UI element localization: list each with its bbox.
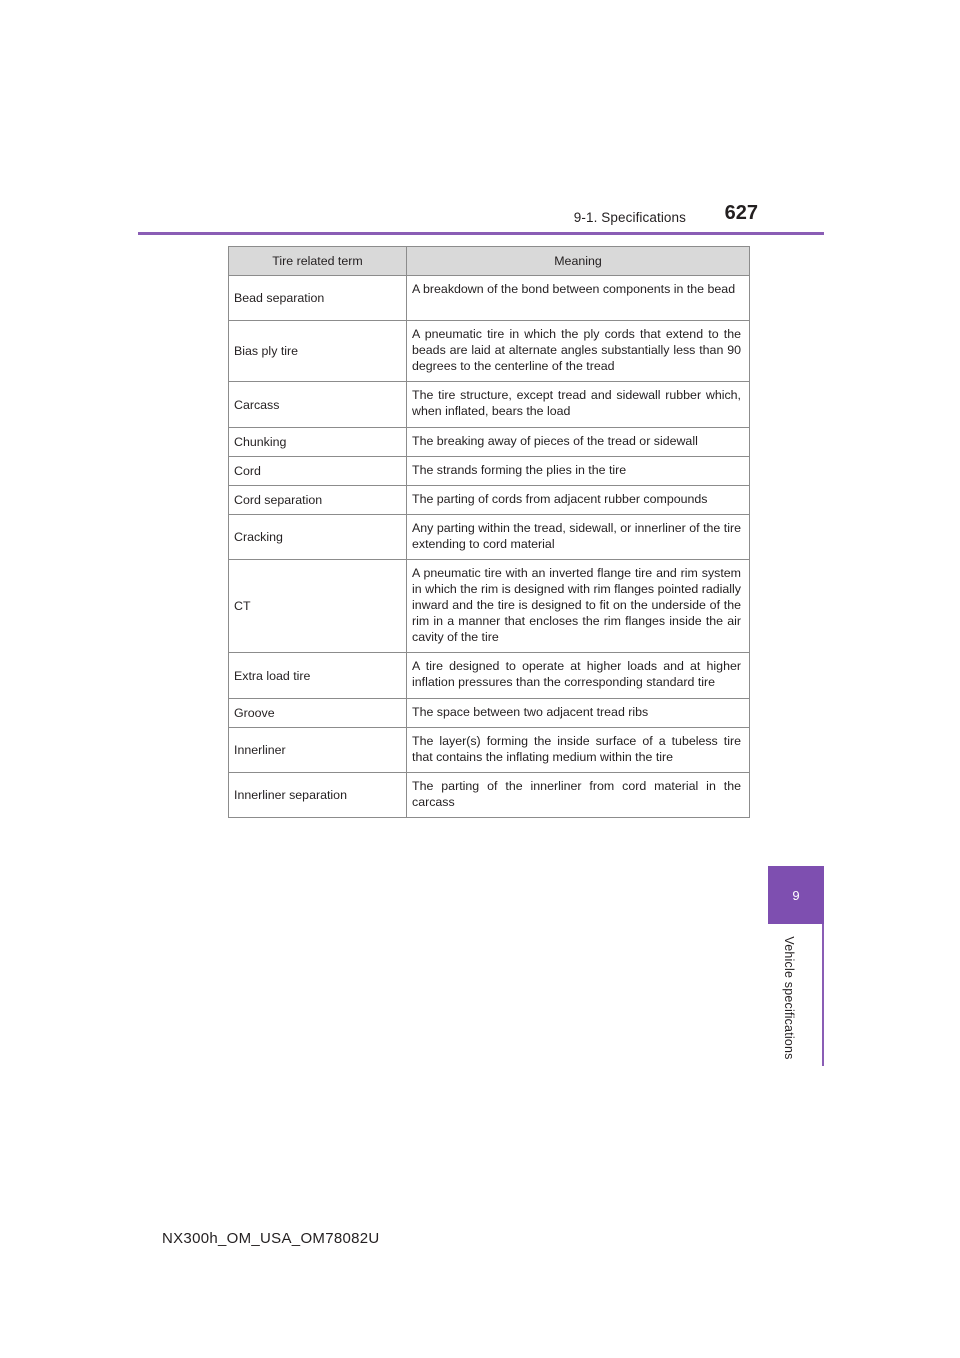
table-row — [229, 699, 750, 728]
meaning-cell: The space between two adjacent tread ribs — [407, 699, 750, 728]
section-title: 9-1. Specifications — [573, 210, 686, 225]
term-cell: Cord — [229, 457, 407, 486]
table-header-row — [229, 247, 750, 276]
table-row — [229, 653, 750, 699]
meaning-cell: The strands forming the plies in the tire — [407, 457, 750, 486]
column-header-term: Tire related term — [229, 247, 407, 276]
table-row — [229, 560, 750, 653]
table-row — [229, 515, 750, 560]
table-row — [229, 486, 750, 515]
meaning-cell: The parting of cords from adjacent rubber compounds — [407, 486, 750, 515]
chapter-side-rule — [822, 924, 824, 1066]
chapter-number: 9 — [792, 887, 800, 903]
chapter-title: Vehicle specifications — [782, 936, 796, 1060]
meaning-cell: Any parting within the tread, sidewall, or innerliner of the tire extending to cord material — [407, 515, 750, 560]
meaning-cell: The parting of the innerliner from cord material in the carcass — [407, 773, 750, 818]
term-cell: Groove — [229, 699, 407, 728]
page-header — [138, 200, 824, 236]
term-cell: Innerliner separation — [229, 773, 407, 818]
meaning-cell: A pneumatic tire in which the ply cords that extend to the beads are laid at alternate angles substantially less than 90 degrees to the centerline of the tread — [407, 321, 750, 382]
term-cell: Bead separation — [229, 276, 407, 321]
term-cell: Cracking — [229, 515, 407, 560]
table-row — [229, 457, 750, 486]
term-cell: Chunking — [229, 428, 407, 457]
term-cell: Carcass — [229, 382, 407, 428]
term-cell: Extra load tire — [229, 653, 407, 699]
chapter-tab — [768, 866, 824, 924]
meaning-cell: The breaking away of pieces of the tread or sidewall — [407, 428, 750, 457]
table-row — [229, 728, 750, 773]
table-row — [229, 382, 750, 428]
document-code: NX300h_OM_USA_OM78082U — [162, 1230, 380, 1247]
table-row — [229, 428, 750, 457]
table-row — [229, 321, 750, 382]
meaning-cell: The layer(s) forming the inside surface of a tubeless tire that contains the inflating medium within the tire — [407, 728, 750, 773]
page-number: 627 — [724, 202, 758, 224]
header-rule — [138, 232, 824, 235]
column-header-meaning: Meaning — [407, 247, 750, 276]
meaning-cell: A pneumatic tire with an inverted flange tire and rim system in which the rim is designed with rim flanges pointed radially inward and the tire is designed to fit on the underside of the rim in a manner that encloses the rim flanges inside the air cavity of the tire — [407, 560, 750, 653]
meaning-cell: A tire designed to operate at higher loads and at higher inflation pressures than the corresponding standard tire — [407, 653, 750, 699]
meaning-cell: The tire structure, except tread and sidewall rubber which, when inflated, bears the load — [407, 382, 750, 428]
term-cell: Cord separation — [229, 486, 407, 515]
meaning-cell: A breakdown of the bond between components in the bead — [407, 276, 750, 321]
table-row — [229, 773, 750, 818]
term-cell: Innerliner — [229, 728, 407, 773]
tire-terms-table — [228, 246, 750, 818]
term-cell: Bias ply tire — [229, 321, 407, 382]
term-cell: CT — [229, 560, 407, 653]
table-row — [229, 276, 750, 321]
